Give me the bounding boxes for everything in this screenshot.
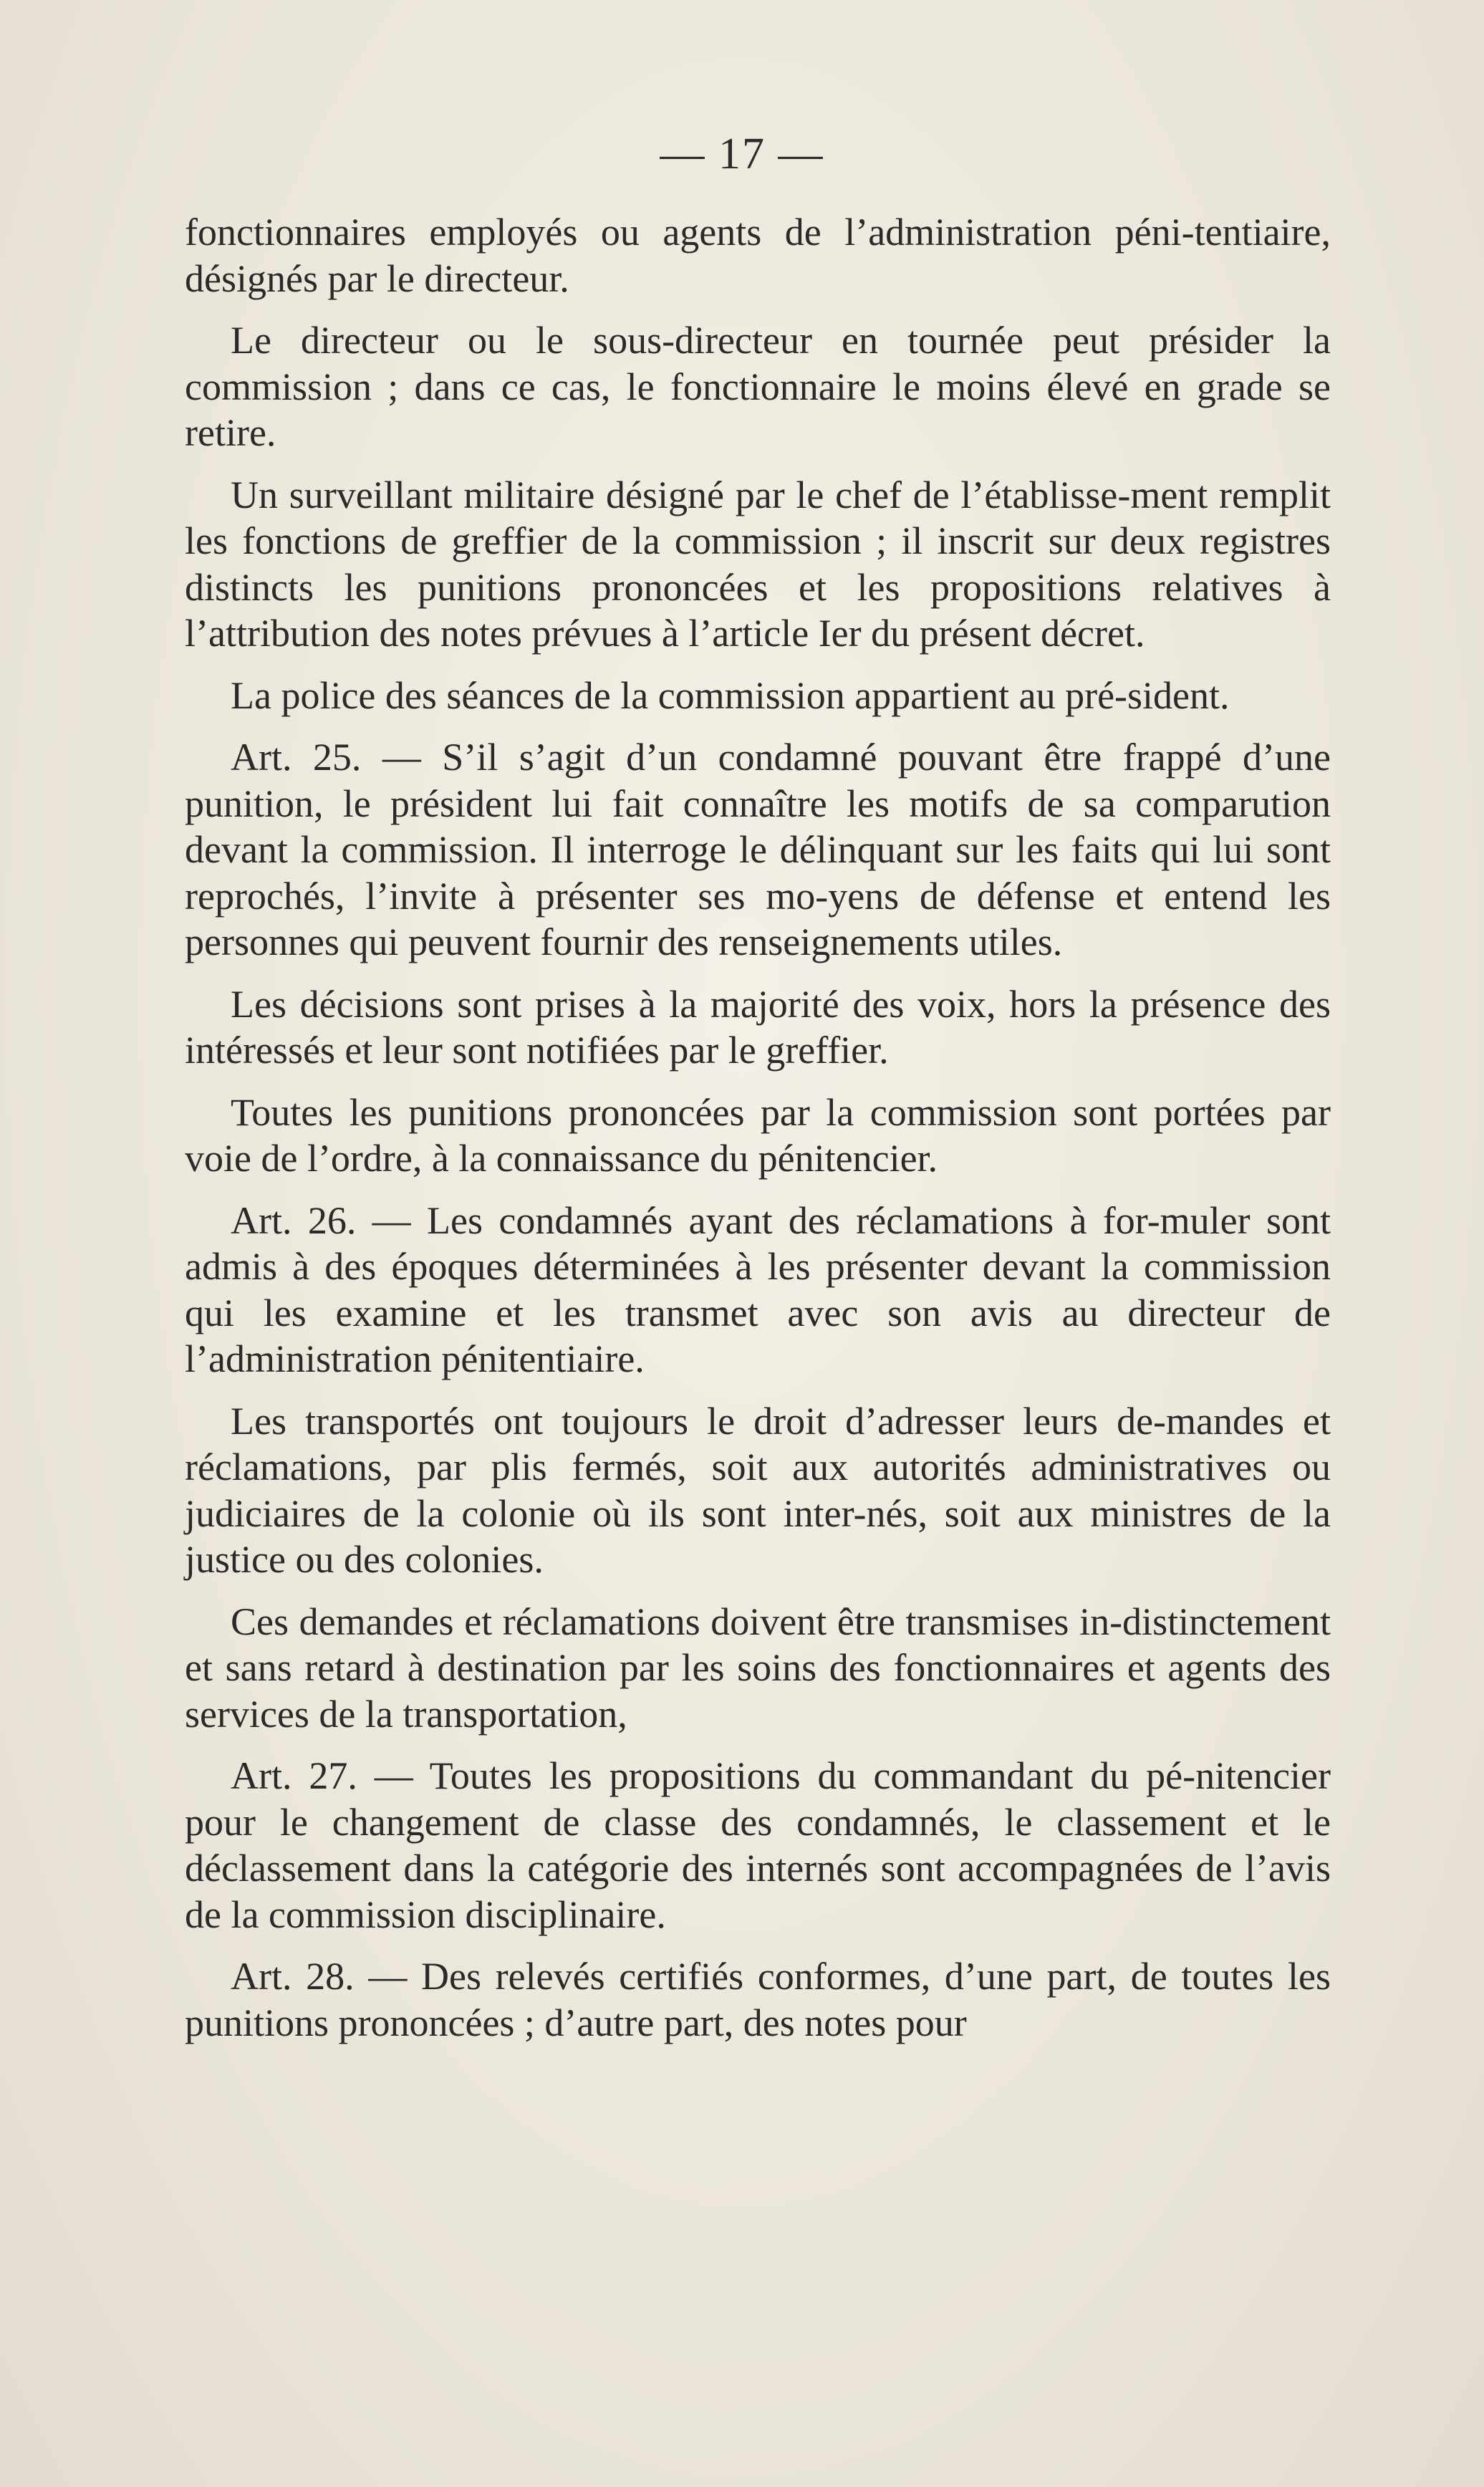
article-paragraph: Art. 28. — Des relevés certifiés conformes, d’une part, de toutes les punitions prononcées ; d’autre part, des notes pour — [185, 1955, 1331, 2044]
paragraph: Un surveillant militaire désigné par le chef de l’établisse-ment remplit les fonctions de greffier de la commission ; il inscrit sur deux registres distincts les punitions prononcées et les propositions relatives à l’attribution des notes prévues à l’article Ier du présent décret. — [185, 473, 1331, 655]
paragraph: fonctionnaires employés ou agents de l’administration péni-tentiaire, désignés par le directeur. — [185, 211, 1331, 300]
article-paragraph: Art. 25. — S’il s’agit d’un condamné pouvant être frappé d’une punition, le président lui fait connaître les motifs de sa comparution devant la commission. Il interroge le délinquant sur les faits qui lui sont reprochés, l’invite à présenter ses mo-yens de défense et entend les personnes qui peuvent fournir des renseignements utiles. — [185, 736, 1331, 963]
paragraph: Les décisions sont prises à la majorité des voix, hors la présence des intéressés et leur sont notifiées par le greffier. — [185, 982, 1331, 1072]
body-text — [185, 209, 1331, 2062]
paragraph: Le directeur ou le sous-directeur en tournée peut présider la commission ; dans ce cas, le fonctionnaire le moins élevé en grade se retire. — [185, 319, 1331, 454]
page-number: — 17 — — [660, 130, 824, 178]
paragraph: Les transportés ont toujours le droit d’adresser leurs de-mandes et réclamations, par plis fermés, soit aux autorités administratives ou judiciaires de la colonie où ils sont inter-nés, soit aux ministres de la justice ou des colonies. — [185, 1399, 1331, 1581]
article-paragraph: Art. 27. — Toutes les propositions du commandant du pé-nitencier pour le changement de classe des condamnés, le classement et le déclassement dans la catégorie des internés sont accompagnées de l’avis de la commission disciplinaire. — [185, 1754, 1331, 1936]
paragraph: Toutes les punitions prononcées par la commission sont portées par voie de l’ordre, à la connaissance du pénitencier. — [185, 1090, 1331, 1180]
article-paragraph: Art. 26. — Les condamnés ayant des réclamations à for-muler sont admis à des époques déterminées à les présenter devant la commission qui les examine et les transmet avec son avis au directeur de l’administration pénitentiaire. — [185, 1198, 1331, 1380]
paragraph: La police des séances de la commission appartient au pré-sident. — [231, 673, 1230, 717]
paragraph: Ces demandes et réclamations doivent être transmises in-distinctement et sans retard à destination par les soins des fonctionnaires et agents des services de la transportation, — [185, 1600, 1331, 1736]
